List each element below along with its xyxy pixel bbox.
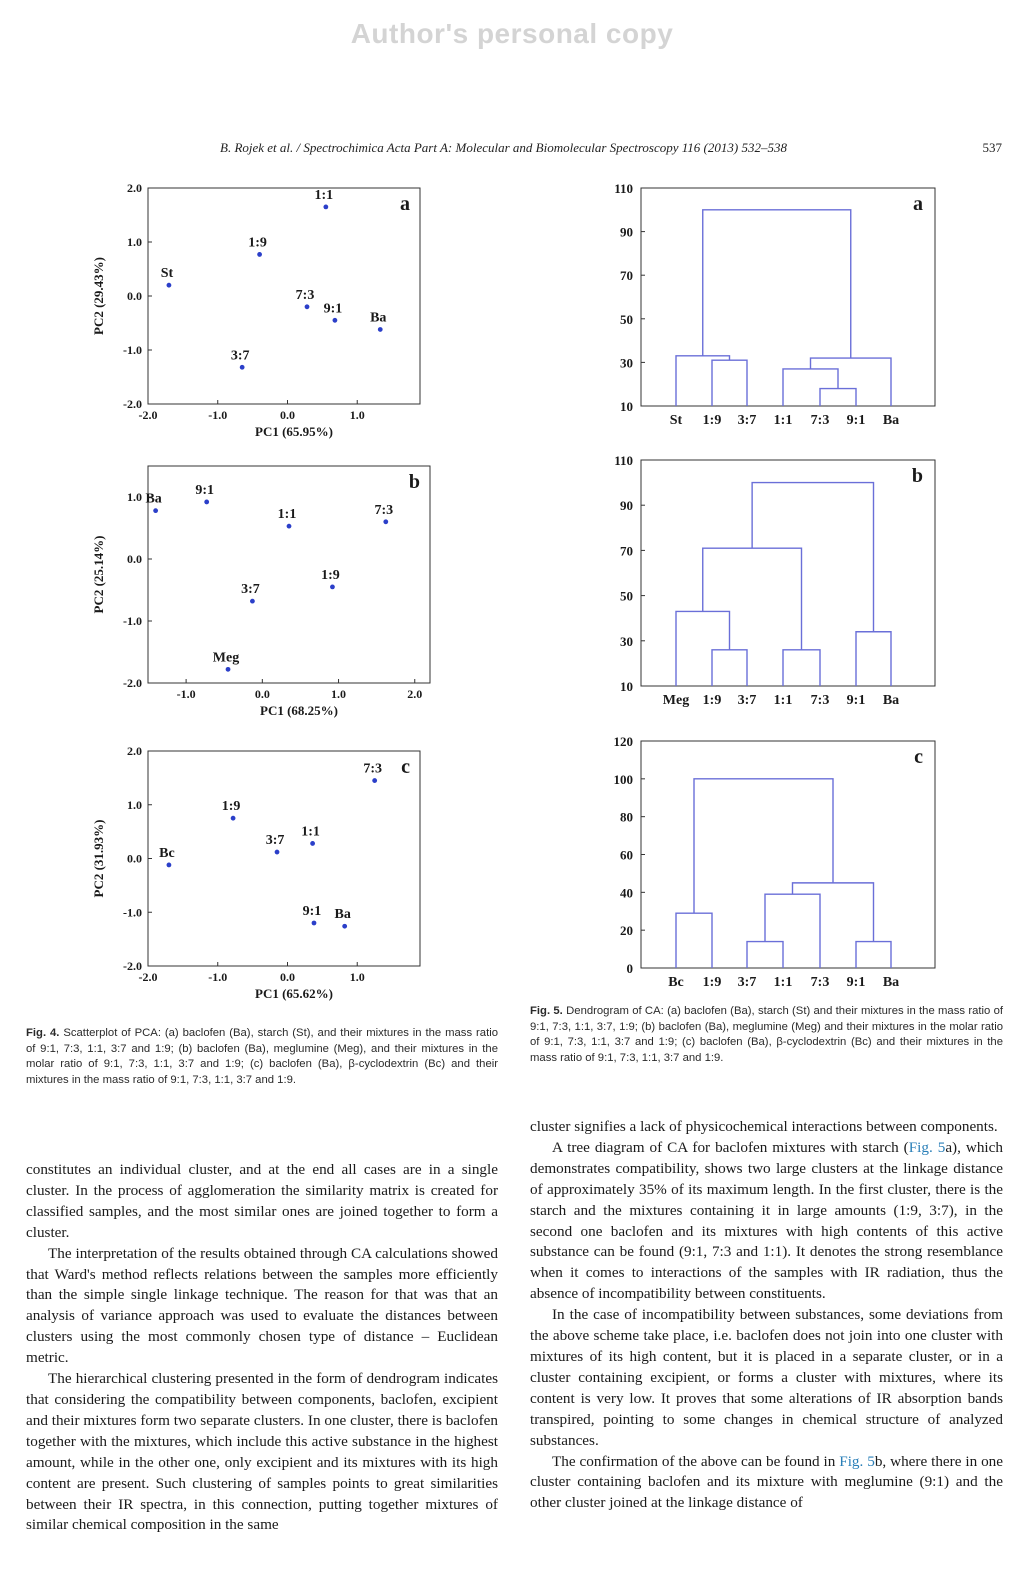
right-paragraph-3: In the case of incompatibility between substances, some deviations from the above scheme take place, i.e. baclofen does not join into one cluster with mixtures of its high content, but it is placed in a separate cluster, or in a cluster containing excipient, or forms a cluster with mixtures, where its content is very low. It proves that some alterations of IR absorption bands transpired, pointing to some changes in chemical structure of analyzed substances. [530,1306,1003,1449]
scatter-c-ytick-label: 2.0 [127,744,142,758]
scatter-a-ytick-label: -2.0 [123,397,142,411]
scatter-b-point [153,508,158,513]
dendrogram-b-link [703,548,802,650]
scatter-b-frame [148,466,430,683]
scatter-c-point-label: 3:7 [265,833,285,849]
dendrogram-b-leaf-label: 7:3 [810,693,830,708]
dendrogram-a-leaf-label: 3:7 [737,413,757,428]
watermark: Author's personal copy [350,18,674,49]
scatter-a-point [257,252,262,257]
scatter-b-point [226,667,231,672]
scatter-c-point-label: Ba [334,907,351,923]
right-column [530,1117,1003,1514]
dendrogram-c-ytick-label: 0 [626,961,633,976]
dendrogram-b-ytick-label: 110 [614,453,633,468]
fig4-caption-label: Fig. 4. [26,1027,60,1039]
dendrogram-b-link [856,632,891,686]
dendrogram-c-leaf-label: Ba [882,975,900,990]
scatter-c-point-label: 1:9 [221,799,241,815]
scatter-c-point [310,841,315,846]
dendrogram-c-leaf-label: 1:1 [773,975,793,990]
dendrogram-b-link [712,650,747,686]
left-paragraph-1: constitutes an individual cluster, and at the end all cases are in a single cluster. In the process of agglomeration the similarity matrix is created for classified samples, and the most similar ones are joined together to form a cluster. [26,1161,498,1241]
dendrogram-a-link [783,369,838,406]
dendrogram-b-ytick-label: 10 [620,679,633,694]
scatter-c-point [231,816,236,821]
dendrogram-a-panel-letter: a [913,193,923,215]
dendrogram-b-panel-letter: b [911,465,923,487]
dendrogram-a-ytick-label: 90 [620,224,633,240]
scatter-b-ytick-label: 0.0 [127,552,142,566]
dendrogram-b-link [752,483,873,632]
fig5-reference-link[interactable]: Fig. 5 [908,1138,946,1156]
scatter-a-point-label: 1:1 [314,187,334,203]
scatter-b-point-label: 7:3 [374,502,394,518]
dendrogram-c-link [856,942,891,968]
scatter-c-ytick-label: 1.0 [127,797,142,812]
fig5-caption [530,1004,1003,1066]
scatter-b-xtick-label: 0.0 [254,687,270,701]
scatter-b-ytick-label: -1.0 [123,614,142,628]
scatter-c-xtick-label: 0.0 [279,970,295,984]
dendrogram-a-leaf-label: Ba [882,413,900,428]
fig4-caption [26,1026,498,1088]
scatter-c-point-label: 1:1 [301,824,320,840]
scatter-b-point [250,599,255,604]
scatter-c-point [167,863,172,868]
dendrogram-b-leaf-label: 9:1 [846,693,866,708]
dendrogram-b-leaf-label: 1:9 [702,693,722,708]
dendrogram-c-ytick-label: 80 [620,809,633,825]
scatter-a-point-label: 9:1 [323,301,343,317]
dendrogram-b-link [783,650,820,686]
scatter-a-point-label: 1:9 [248,235,267,251]
scatter-b-point-label: 9:1 [195,482,215,498]
dendrogram-c-leaf-label: 3:7 [737,975,757,990]
scatter-b-point-label: 3:7 [241,582,260,598]
scatter-b-xtick-label: -1.0 [176,687,196,701]
scatter-c-frame [148,751,420,966]
scatter-b-ytick-label: -2.0 [123,676,142,690]
left-paragraph-3: The hierarchical clustering presented in the form of dendrogram indicates that considering the compatibility between components, baclofen, excipient and their mixtures form two separate clusters. In one cluster, there is baclofen together with the mixtures, which include this active substance in the highest amount, while in the other one, only excipient and its mixtures with its high content are present. Such clustering of samples points to great similarities between their IR spectra, in this connection, putting together mixtures of similar chemical composition in the same [26,1370,498,1534]
scatter-a-point-label: Ba [370,310,387,326]
scatter-b-point [287,524,292,529]
scatter-c-point [312,921,317,926]
scatter-a-point-label: 3:7 [230,348,250,364]
right-p2-text-a: A tree diagram of CA for baclofen mixtures with starch ( [552,1138,909,1156]
dendrogram-a-ytick-label: 110 [614,181,633,196]
dendrogram-a-link [811,358,892,406]
scatter-b-ylabel: PC2 (25.14%) [91,535,106,614]
dendrogram-b-leaf-label: 1:1 [773,693,793,708]
scatter-a-xtick-label: -1.0 [208,408,228,422]
dendrogram-c-leaf-label: 7:3 [810,975,830,990]
dendrogram-b-leaf-label: 3:7 [737,693,757,708]
dendrogram-b-leaf-label: Meg [662,693,690,708]
scatter-a-point [323,205,328,210]
scatter-c-point-label: 7:3 [363,761,383,777]
dendrogram-c-leaf-label: 9:1 [846,975,866,990]
dendrogram-c-link [765,894,820,968]
scatter-a-ytick-label: 1.0 [127,235,142,249]
scatter-a-xtick-label: -2.0 [138,408,158,422]
dendrogram-c-ytick-label: 20 [620,923,633,939]
right-p2-text-b: a), which demonstrates compatibility, shows two large clusters at the linkage distance of approximately 35% of its maximum length. In the first cluster, there is the starch and the mixtures containing it in large amounts (1:9, 3:7), in the second one baclofen and its mixtures with high contents of this active substance can be found (9:1, 7:3 and 1:1). It denotes the strong resemblance when it comes to interactions of the samples with IR radiation, thus the absence of incompatibility between constituents. [530,1138,1003,1303]
dendrogram-a-link [820,389,856,406]
scatter-b-xtick-label: 2.0 [407,687,423,701]
scatter-c-ytick-label: -1.0 [123,905,142,920]
fig5-caption-text: Dendrogram of CA: (a) baclofen (Ba), starch (St) and their mixtures in the mass ratio of 9:1, 7:3, 1:1, 3:7, 1:9; (b) baclofen (Ba), meglumine (Meg) and their mixtures in the molar ratio of 9:1, 7:3, 1:1, 3:7 and 1:9; (c) baclofen (Ba), β-cyclodextrin (Bc) and their mixtures in the mass ratio of 9:1, 7:3, 1:1, 3:7 and 1:9. [530,1005,1004,1064]
scatter-a-point-label: 7:3 [295,287,315,303]
dendrogram-c-link [747,942,783,968]
scatter-c-xlabel: PC1 (65.62%) [255,986,333,1001]
scatter-a-ytick-label: -1.0 [123,343,142,357]
scatter-c-xtick-label: 1.0 [349,970,365,984]
right-p4-text-a: The confirmation of the above can be found in [552,1452,840,1470]
fig4-caption-text: Scatterplot of PCA: (a) baclofen (Ba), starch (St), and their mixtures in the mass ratio of 9:1, 7:3, 1:1, 3:7 and 1:9; (b) baclofen (Ba), meglumine (Meg), and their mixtures in the molar ratio of 9:1, 7:3, 1:1, 3:7 and 1:9; (c) baclofen (Ba), β-cyclodextrin (Bc) and their mixtures in the mass ratio of 9:1, 7:3, 1:1, 3:7 and 1:9. [26,1027,498,1086]
scatter-b-point-label: 1:9 [321,567,340,583]
scatter-b-point [330,585,335,590]
dendrogram-b-link [676,611,730,686]
right-paragraph-1: cluster signifies a lack of physicochemical interactions between components. [530,1118,998,1135]
dendrogram-c-ytick-label: 100 [613,771,633,787]
scatter-a-point [240,365,245,370]
scatter-a-xtick-label: 0.0 [279,408,295,422]
dendrogram-a-leaf-label: St [669,413,683,428]
dendrogram-b-ytick-label: 70 [620,543,633,559]
scatter-a-ylabel: PC2 (29.43%) [91,257,106,335]
scatter-c-point [275,850,280,855]
page-number: 537 [982,140,1002,155]
scatter-c-ytick-label: 0.0 [127,851,142,866]
scatter-b-point [204,500,209,505]
dendrogram-a-link [676,356,730,406]
scatter-a-point [333,318,338,323]
dendrogram-a-ytick-label: 70 [620,268,633,284]
scatter-a-frame [148,188,420,404]
dendrogram-a-leaf-label: 1:1 [773,413,793,428]
fig5b-reference-link[interactable]: Fig. 5 [839,1452,875,1470]
scatter-a-panel-letter: a [400,193,410,215]
scatter-c-point [342,924,347,929]
scatter-c-xtick-label: -2.0 [138,970,158,984]
left-column [26,1160,498,1536]
scatter-c-ytick-label: -2.0 [123,959,142,973]
scatter-b-xtick-label: 1.0 [331,687,347,701]
right-p4-text-b: b, where there in one cluster containing baclofen and its mixture with meglumine (9:1) and the other cluster joined at the linkage distance of [530,1452,1004,1512]
scatter-c-panel-letter: c [401,756,410,778]
dendrogram-c-link [694,779,833,913]
scatter-b-panel-letter: b [408,471,420,493]
dendrogram-b-ytick-label: 50 [620,588,633,604]
dendrogram-a-leaf-label: 1:9 [702,413,722,428]
dendrogram-a-leaf-label: 9:1 [846,413,866,428]
dendrogram-a-link [703,210,851,358]
dendrogram-a-ytick-label: 30 [620,355,633,371]
scatter-a-point-label: St [160,266,174,282]
scatter-b-point [383,519,388,524]
scatter-c-point-label: Bc [159,845,175,861]
dendrogram-c-ytick-label: 120 [613,734,633,749]
dendrogram-c-link [793,883,874,942]
scatter-b-point-label: Ba [145,491,162,507]
dendrogram-c-link [676,913,712,968]
scatter-c-point-label: 9:1 [302,904,322,919]
dendrogram-b-ytick-label: 30 [620,633,633,649]
dendrogram-c-frame [641,741,935,968]
left-paragraph-2: The interpretation of the results obtained through CA calculations showed that Ward's method reflects relations between the samples more efficiently than the simple single linkage technique. The reason for that was that an analysis of variance approach was used to evaluate the distances between clusters using the most commonly chosen type of distance – Euclidean metric. [26,1244,498,1367]
dendrogram-a-link [712,360,747,406]
dendrogram-a-ytick-label: 50 [620,311,633,327]
dendrogram-a-leaf-label: 7:3 [810,413,830,428]
scatter-a-point [167,283,172,288]
right-paragraph-2 [530,1138,1003,1305]
dendrogram-c-panel-letter: c [914,746,923,768]
right-paragraph-4 [530,1452,1003,1515]
dendrogram-a-ytick-label: 10 [620,399,633,414]
running-head: B. Rojek et al. / Spectrochimica Acta Part A: Molecular and Biomolecular Spectroscopy 116 (2013) 532–538 [220,140,787,155]
dendrogram-c-ytick-label: 40 [620,885,633,901]
scatter-b-xlabel: PC1 (68.25%) [260,703,338,718]
scatter-a-xtick-label: 1.0 [349,408,365,422]
dendrogram-c-leaf-label: 1:9 [702,975,722,990]
scatter-b-point-label: 1:1 [277,507,297,523]
scatter-a-point [305,304,310,309]
fig5-caption-label: Fig. 5. [530,1005,563,1017]
dendrogram-c-leaf-label: Bc [668,975,684,990]
scatter-a-ytick-label: 2.0 [127,181,142,195]
scatter-c-point [372,778,377,783]
scatter-a-ytick-label: 0.0 [127,289,142,303]
scatter-b-ytick-label: 1.0 [127,490,142,504]
scatter-c-xtick-label: -1.0 [208,970,228,984]
dendrogram-b-ytick-label: 90 [620,498,633,514]
dendrogram-b-leaf-label: Ba [882,693,900,708]
scatter-b-point-label: Meg [212,650,240,666]
scatter-a-point [378,327,383,332]
scatter-a-xlabel: PC1 (65.95%) [255,424,333,439]
scatter-c-ylabel: PC2 (31.93%) [91,819,106,898]
dendrogram-c-ytick-label: 60 [620,847,633,863]
